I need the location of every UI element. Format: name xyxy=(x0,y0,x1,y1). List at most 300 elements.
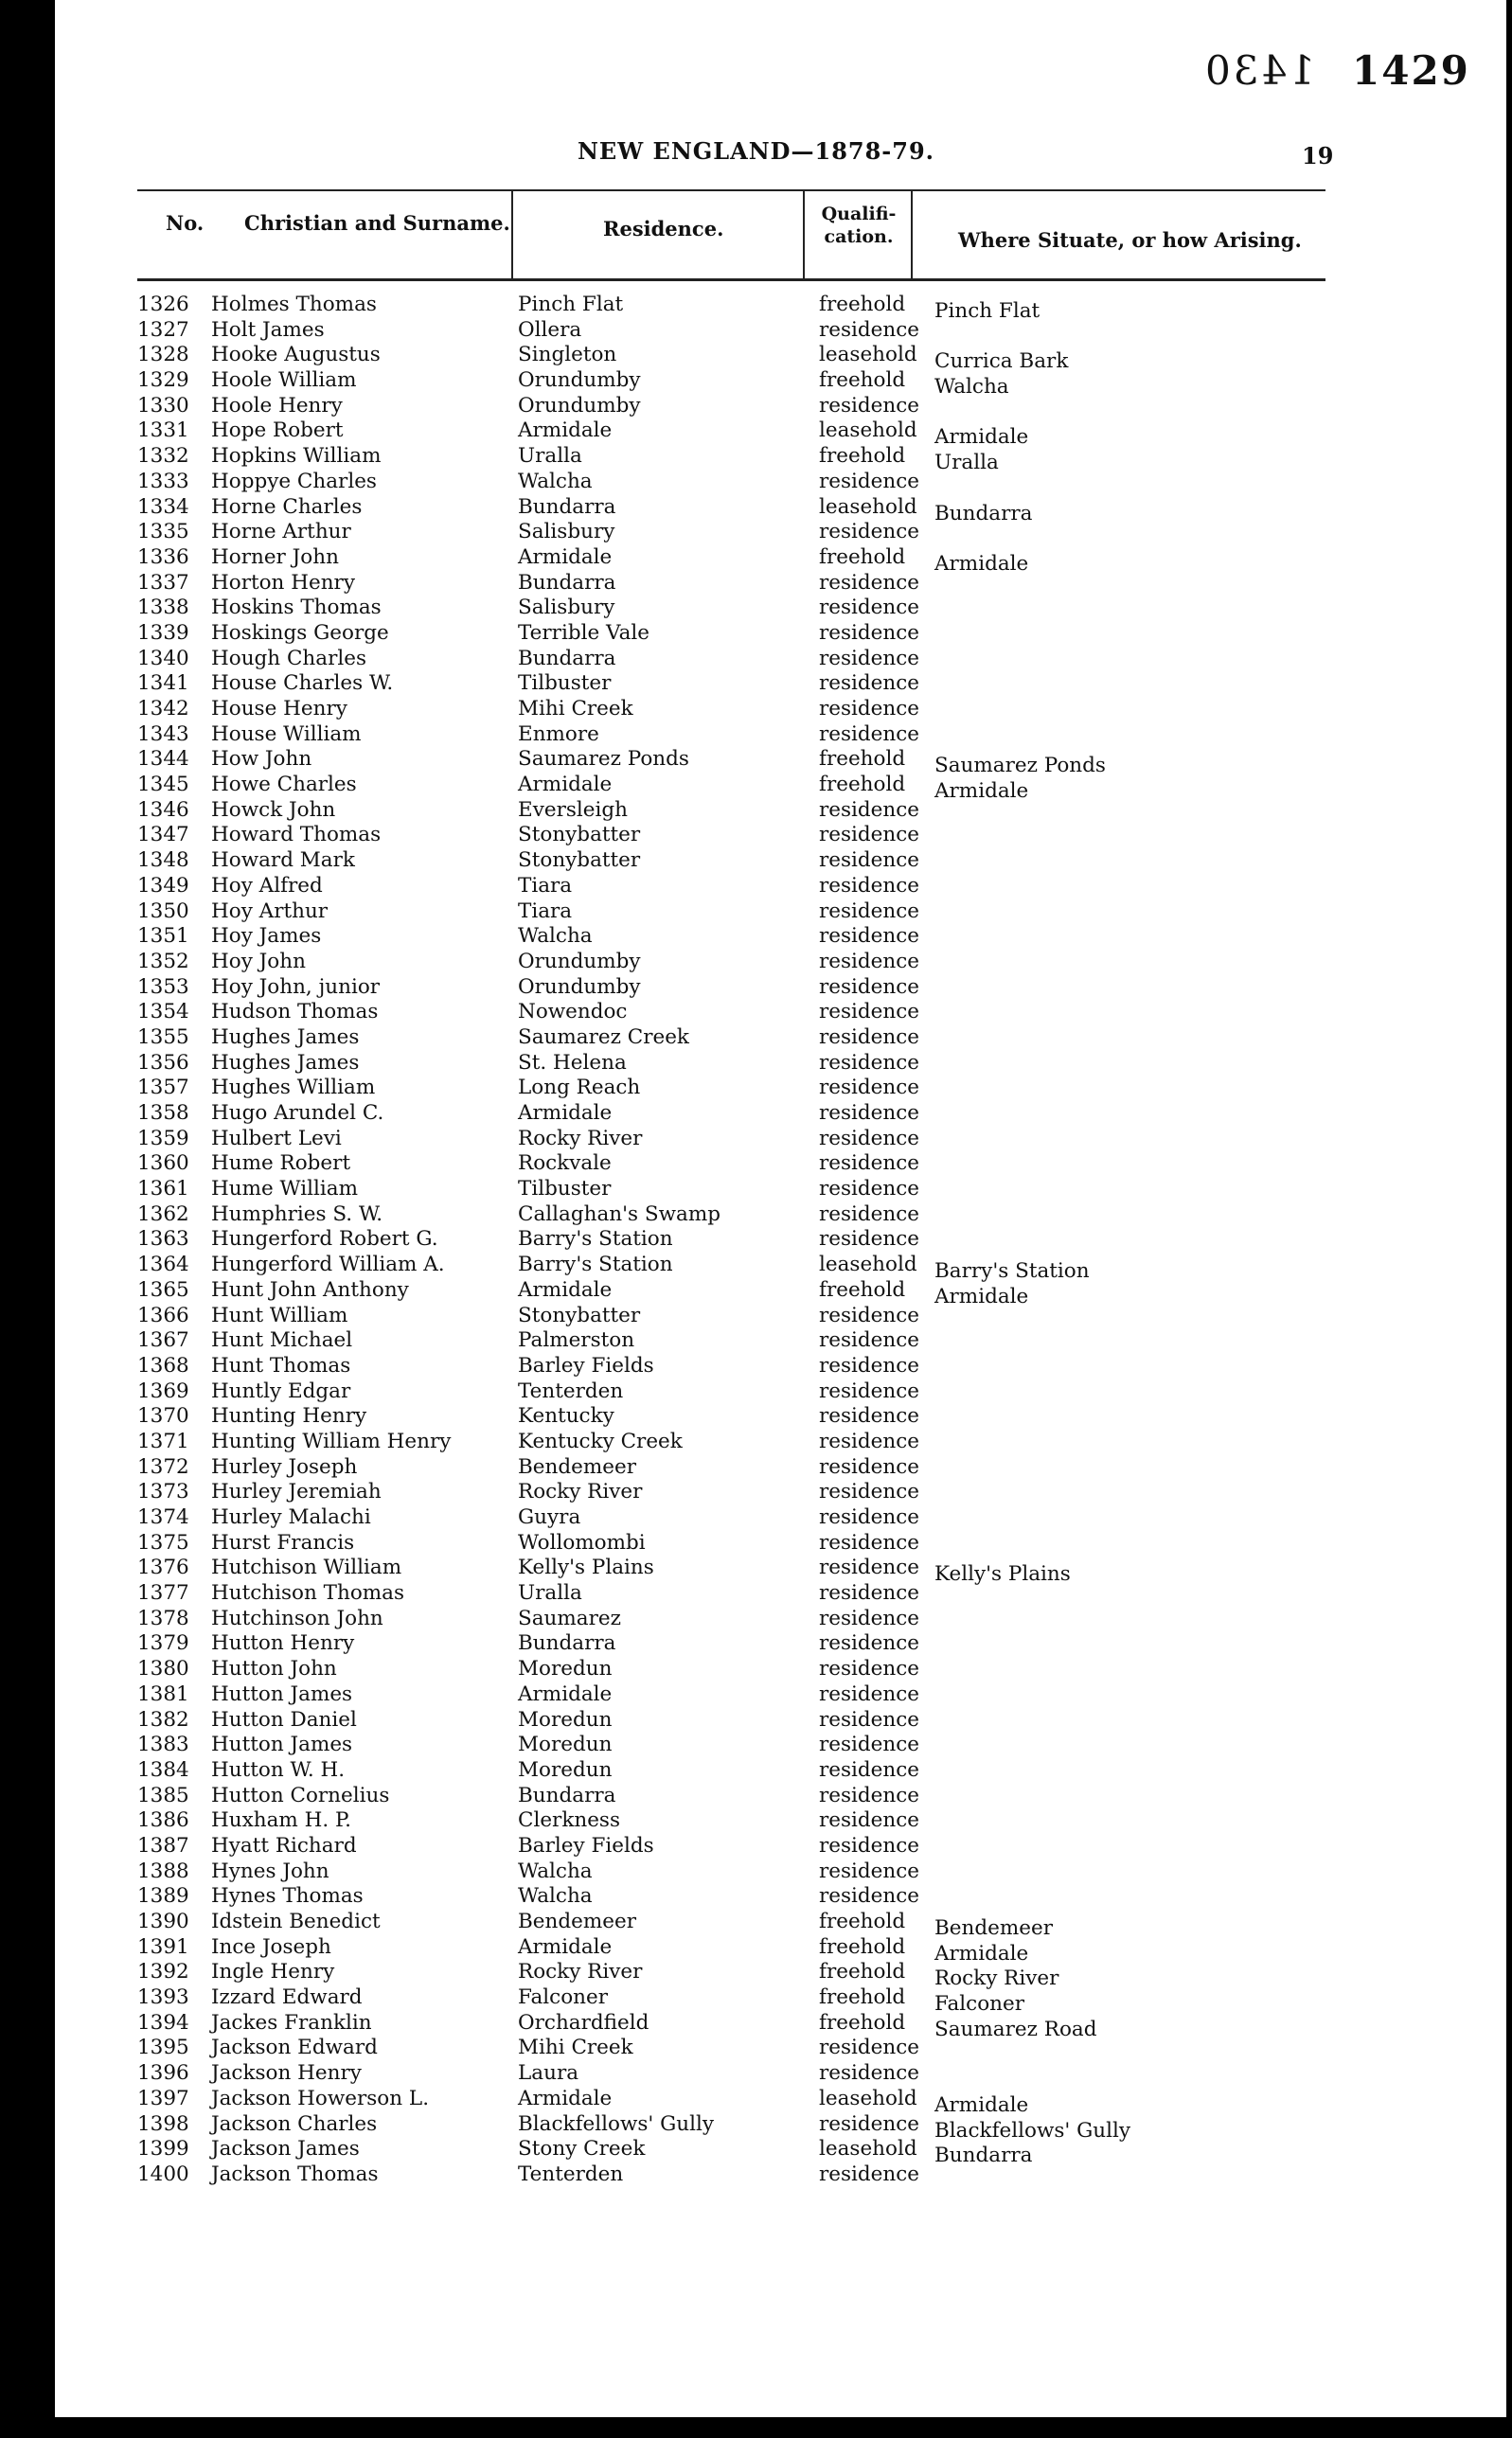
entry-name: Jackson Henry xyxy=(211,2061,362,2086)
entry-number: 1356 xyxy=(137,1050,189,1075)
table-row xyxy=(137,1101,1330,1127)
entry-name: Hoy James xyxy=(211,924,322,949)
entry-where: Saumarez Ponds xyxy=(934,754,1106,778)
table-row xyxy=(137,773,1330,804)
entry-residence: Armidale xyxy=(518,1277,613,1302)
entry-number: 1368 xyxy=(137,1353,189,1378)
table-row xyxy=(137,2010,1330,2041)
entry-number: 1350 xyxy=(137,899,189,923)
entry-name: Huxham H. P. xyxy=(211,1808,351,1833)
entry-residence: Bendemeer xyxy=(518,1910,636,1933)
table-row xyxy=(137,1657,1330,1682)
entry-name: Hughes William xyxy=(211,1076,376,1100)
entry-residence: Orundumby xyxy=(518,393,641,418)
table-row xyxy=(137,343,1330,374)
table-row xyxy=(137,1328,1330,1354)
entry-residence: Orundumby xyxy=(518,368,641,393)
entry-number: 1381 xyxy=(137,1682,189,1706)
entry-qualification: residence xyxy=(819,1353,920,1378)
entry-residence: Barry's Station xyxy=(518,1253,673,1277)
table-row xyxy=(137,1051,1330,1077)
table-row xyxy=(137,1631,1330,1657)
entry-name: House Charles W. xyxy=(211,671,394,696)
page-title: NEW ENGLAND—1878-79. xyxy=(577,137,935,165)
entry-number: 1342 xyxy=(137,697,189,721)
entry-qualification: residence xyxy=(819,646,920,670)
table-row xyxy=(137,1177,1330,1202)
scan-left-border xyxy=(0,0,55,2438)
entry-where: Bundarra xyxy=(934,2144,1033,2168)
entry-number: 1327 xyxy=(137,317,189,342)
entry-number: 1374 xyxy=(137,1505,189,1529)
entry-number: 1344 xyxy=(137,747,189,772)
entry-residence: Armidale xyxy=(518,1101,613,1125)
entry-residence: Rocky River xyxy=(518,1480,643,1504)
entry-name: Hutton James xyxy=(211,1733,353,1757)
entry-name: Hyatt Richard xyxy=(211,1833,357,1858)
column-header-residence: Residence. xyxy=(603,217,724,240)
entry-residence: Orundumby xyxy=(518,949,641,973)
header-bottom-rule xyxy=(137,278,1325,281)
entry-number: 1385 xyxy=(137,1783,189,1807)
entry-residence: Nowendoc xyxy=(518,1000,628,1024)
table-row xyxy=(137,722,1330,748)
entry-name: Hutchison Thomas xyxy=(211,1581,405,1606)
entry-name: House William xyxy=(211,721,362,746)
entry-residence: Armidale xyxy=(518,1934,613,1959)
table-row xyxy=(137,1253,1330,1284)
entry-qualification: freehold xyxy=(819,1910,906,1933)
entry-number: 1364 xyxy=(137,1253,189,1277)
entry-number: 1379 xyxy=(137,1631,189,1656)
entry-residence: Stony Creek xyxy=(518,2137,646,2162)
entry-where: Bundarra xyxy=(934,501,1033,525)
entry-residence: Orchardfield xyxy=(518,2010,649,2035)
entry-residence: Moredun xyxy=(518,1757,613,1782)
table-row xyxy=(137,596,1330,621)
table-row xyxy=(137,899,1330,925)
entry-where: Blackfellows' Gully xyxy=(934,2118,1131,2143)
entry-name: Jackson Edward xyxy=(211,2036,378,2060)
table-row xyxy=(137,1505,1330,1531)
entry-residence: Stonybatter xyxy=(518,1303,641,1327)
table-row xyxy=(137,2086,1330,2117)
entry-name: Hutton Cornelius xyxy=(211,1783,390,1807)
entry-qualification: residence xyxy=(819,1631,920,1656)
entry-name: Hoskings George xyxy=(211,620,389,645)
entry-qualification: residence xyxy=(819,1480,920,1504)
entry-residence: Walcha xyxy=(518,469,593,493)
entry-residence: Singleton xyxy=(518,343,617,367)
table-row xyxy=(137,1151,1330,1177)
table-row xyxy=(137,823,1330,848)
entry-number: 1354 xyxy=(137,1000,189,1024)
folio-number: 19 xyxy=(1302,142,1334,169)
entry-residence: Clerkness xyxy=(518,1808,620,1833)
entry-where: Walcha xyxy=(934,375,1009,400)
entry-residence: Callaghan's Swamp xyxy=(518,1201,720,1226)
entry-number: 1399 xyxy=(137,2137,189,2162)
entry-where: Armidale xyxy=(934,425,1029,450)
entry-qualification: residence xyxy=(819,1454,920,1479)
entry-name: Hoskins Thomas xyxy=(211,596,382,620)
entry-qualification: residence xyxy=(819,1808,920,1833)
entry-name: Holt James xyxy=(211,317,325,342)
table-row xyxy=(137,1076,1330,1101)
entry-name: Horne Arthur xyxy=(211,520,351,544)
entry-number: 1328 xyxy=(137,343,189,367)
entry-qualification: residence xyxy=(819,1050,920,1075)
entry-number: 1369 xyxy=(137,1379,189,1403)
table-row xyxy=(137,747,1330,778)
entry-number: 1398 xyxy=(137,2111,189,2136)
entry-residence: Bundarra xyxy=(518,1631,616,1656)
table-row xyxy=(137,494,1330,525)
entry-name: Humphries S. W. xyxy=(211,1201,383,1226)
entry-name: Hunt Thomas xyxy=(211,1353,351,1378)
entry-where: Currica Bark xyxy=(934,349,1069,374)
entry-number: 1341 xyxy=(137,671,189,696)
table-row xyxy=(137,1404,1330,1430)
entry-qualification: residence xyxy=(819,1783,920,1807)
table-row xyxy=(137,798,1330,824)
entry-number: 1335 xyxy=(137,520,189,544)
entry-residence: Pinch Flat xyxy=(518,293,624,316)
entry-name: Hunt John Anthony xyxy=(211,1277,409,1302)
entry-number: 1395 xyxy=(137,2036,189,2060)
table-row xyxy=(137,2162,1330,2188)
entry-qualification: leasehold xyxy=(819,2137,917,2162)
entry-residence: Kentucky Creek xyxy=(518,1429,683,1453)
entry-name: Jackson Howerson L. xyxy=(211,2086,430,2110)
entry-residence: Mihi Creek xyxy=(518,2036,633,2060)
column-divider-1 xyxy=(511,189,513,280)
entry-number: 1391 xyxy=(137,1934,189,1959)
entry-name: House Henry xyxy=(211,697,347,721)
entry-qualification: residence xyxy=(819,721,920,746)
entry-number: 1351 xyxy=(137,924,189,949)
table-row xyxy=(137,1531,1330,1557)
entry-name: Hunting Henry xyxy=(211,1404,367,1429)
table-row xyxy=(137,1202,1330,1228)
table-row xyxy=(137,1277,1330,1308)
entry-qualification: residence xyxy=(819,1757,920,1782)
entry-name: Izzard Edward xyxy=(211,1985,363,2010)
entry-residence: Wollomombi xyxy=(518,1530,646,1555)
entry-name: Howe Charles xyxy=(211,773,357,797)
scan-bottom-border xyxy=(0,2417,1512,2438)
entry-where: Armidale xyxy=(934,551,1029,576)
table-row xyxy=(137,671,1330,697)
entry-residence: Walcha xyxy=(518,924,593,949)
entry-qualification: residence xyxy=(819,1733,920,1757)
entry-qualification: residence xyxy=(819,317,920,342)
entry-qualification: freehold xyxy=(819,1934,906,1959)
entry-name: Jackson Thomas xyxy=(211,2162,379,2186)
table-row xyxy=(137,1607,1330,1632)
entry-name: How John xyxy=(211,747,312,772)
entry-number: 1331 xyxy=(137,418,189,443)
entry-number: 1346 xyxy=(137,797,189,822)
entry-number: 1360 xyxy=(137,1151,189,1176)
entry-residence: Saumarez Ponds xyxy=(518,747,689,772)
entry-qualification: residence xyxy=(819,1024,920,1049)
entry-residence: Eversleigh xyxy=(518,797,628,822)
table-row xyxy=(137,697,1330,722)
entry-name: Huntly Edgar xyxy=(211,1379,351,1403)
entry-number: 1357 xyxy=(137,1076,189,1100)
table-row xyxy=(137,444,1330,475)
entry-residence: Moredun xyxy=(518,1657,613,1682)
entry-residence: Salisbury xyxy=(518,520,615,544)
table-row xyxy=(137,544,1330,576)
entry-number: 1400 xyxy=(137,2162,189,2186)
entry-qualification: residence xyxy=(819,393,920,418)
entry-residence: Rocky River xyxy=(518,1126,643,1150)
entry-name: Hungerford William A. xyxy=(211,1253,445,1277)
entry-number: 1378 xyxy=(137,1606,189,1630)
entry-residence: Falconer xyxy=(518,1985,608,2010)
entry-name: Hume Robert xyxy=(211,1151,351,1176)
table-row xyxy=(137,2111,1330,2143)
entry-number: 1392 xyxy=(137,1960,189,1984)
entry-name: Hoppye Charles xyxy=(211,469,377,493)
entry-where: Saumarez Road xyxy=(934,2017,1097,2041)
table-row xyxy=(137,1758,1330,1784)
entry-qualification: residence xyxy=(819,1707,920,1732)
entry-number: 1377 xyxy=(137,1581,189,1606)
table-row xyxy=(137,293,1330,323)
table-row xyxy=(137,848,1330,874)
table-row xyxy=(137,1682,1330,1708)
column-divider-3 xyxy=(911,189,913,280)
table-row xyxy=(137,318,1330,344)
entry-residence: Barry's Station xyxy=(518,1227,673,1252)
table-row xyxy=(137,470,1330,495)
entry-number: 1347 xyxy=(137,823,189,847)
entry-qualification: residence xyxy=(819,1227,920,1252)
entry-residence: Moredun xyxy=(518,1707,613,1732)
entry-number: 1333 xyxy=(137,469,189,493)
entry-qualification: residence xyxy=(819,1657,920,1682)
entry-qualification: residence xyxy=(819,1556,920,1580)
entry-qualification: freehold xyxy=(819,747,906,772)
entry-name: Hoy John, junior xyxy=(211,974,381,999)
entry-qualification: residence xyxy=(819,520,920,544)
entry-residence: Moredun xyxy=(518,1733,613,1757)
entry-name: Hume William xyxy=(211,1177,358,1201)
entry-where: Kelly's Plains xyxy=(934,1562,1071,1587)
entry-name: Hunt Michael xyxy=(211,1328,353,1353)
table-row xyxy=(137,1985,1330,2017)
entry-residence: Stonybatter xyxy=(518,848,641,873)
table-row xyxy=(137,1227,1330,1253)
entry-qualification: residence xyxy=(819,1404,920,1429)
entry-number: 1393 xyxy=(137,1985,189,2010)
entry-number: 1380 xyxy=(137,1657,189,1682)
entry-residence: Kelly's Plains xyxy=(518,1556,654,1580)
scan-right-border xyxy=(1506,0,1512,2438)
entry-number: 1336 xyxy=(137,544,189,569)
entry-name: Hunting William Henry xyxy=(211,1429,452,1453)
entry-qualification: residence xyxy=(819,1303,920,1327)
entry-qualification: residence xyxy=(819,797,920,822)
entry-name: Hugo Arundel C. xyxy=(211,1101,384,1125)
entry-name: Howard Mark xyxy=(211,848,355,873)
entry-qualification: freehold xyxy=(819,2010,906,2035)
entry-residence: Bundarra xyxy=(518,1783,616,1807)
entry-residence: Long Reach xyxy=(518,1076,641,1100)
entry-residence: Rocky River xyxy=(518,1960,643,1984)
entry-number: 1355 xyxy=(137,1024,189,1049)
table-row xyxy=(137,621,1330,647)
table-row xyxy=(137,1379,1330,1405)
entry-qualification: residence xyxy=(819,1581,920,1606)
entry-qualification: freehold xyxy=(819,773,906,797)
table-row xyxy=(137,1455,1330,1481)
entry-qualification: residence xyxy=(819,1859,920,1883)
entry-qualification: residence xyxy=(819,570,920,595)
table-row xyxy=(137,394,1330,419)
entry-name: Hughes James xyxy=(211,1024,360,1049)
entry-residence: Enmore xyxy=(518,721,599,746)
column-header-name: Christian and Surname. xyxy=(244,211,510,235)
entry-qualification: residence xyxy=(819,823,920,847)
elector-list xyxy=(137,293,1330,2188)
entry-residence: Bundarra xyxy=(518,494,616,519)
table-row xyxy=(137,1025,1330,1051)
entry-qualification: residence xyxy=(819,1126,920,1150)
entry-qualification: residence xyxy=(819,899,920,923)
column-header-no: No. xyxy=(166,211,205,235)
entry-residence: Bendemeer xyxy=(518,1454,636,1479)
table-row xyxy=(137,368,1330,400)
entry-residence: Uralla xyxy=(518,1581,582,1606)
entry-name: Hutton Henry xyxy=(211,1631,355,1656)
entry-where: Pinch Flat xyxy=(934,299,1041,323)
entry-residence: Rockvale xyxy=(518,1151,612,1176)
entry-qualification: residence xyxy=(819,1000,920,1024)
table-row xyxy=(137,1430,1330,1455)
table-row xyxy=(137,1556,1330,1587)
entry-qualification: residence xyxy=(819,1505,920,1529)
entry-residence: Tiara xyxy=(518,899,573,923)
entry-number: 1337 xyxy=(137,570,189,595)
entry-name: Jackson Charles xyxy=(211,2111,378,2136)
entry-name: Hynes John xyxy=(211,1859,329,1883)
entry-number: 1329 xyxy=(137,368,189,393)
table-row xyxy=(137,1860,1330,1885)
column-header-qualification: Qualifi-cation. xyxy=(821,204,897,247)
entry-qualification: residence xyxy=(819,1429,920,1453)
entry-name: Hutton John xyxy=(211,1657,337,1682)
entry-number: 1370 xyxy=(137,1404,189,1429)
entry-number: 1332 xyxy=(137,444,189,469)
column-divider-2 xyxy=(803,189,805,280)
table-row xyxy=(137,520,1330,545)
entry-name: Horne Charles xyxy=(211,494,363,519)
entry-qualification: residence xyxy=(819,2061,920,2086)
entry-name: Hoy Arthur xyxy=(211,899,329,923)
entry-qualification: leasehold xyxy=(819,2086,917,2110)
mirrored-page-number: 1430 xyxy=(1202,47,1315,94)
entry-name: Hope Robert xyxy=(211,418,344,443)
entry-qualification: residence xyxy=(819,848,920,873)
entry-qualification: freehold xyxy=(819,544,906,569)
entry-name: Hutchinson John xyxy=(211,1606,383,1630)
entry-number: 1363 xyxy=(137,1227,189,1252)
entry-number: 1390 xyxy=(137,1910,189,1933)
entry-residence: Blackfellows' Gully xyxy=(518,2111,715,2136)
entry-qualification: residence xyxy=(819,2111,920,2136)
entry-number: 1397 xyxy=(137,2086,189,2110)
entry-name: Hughes James xyxy=(211,1050,360,1075)
entry-residence: Tiara xyxy=(518,873,573,898)
entry-qualification: residence xyxy=(819,1530,920,1555)
entry-residence: St. Helena xyxy=(518,1050,627,1075)
entry-name: Hoole William xyxy=(211,368,357,393)
entry-qualification: residence xyxy=(819,1151,920,1176)
table-row xyxy=(137,571,1330,596)
entry-qualification: residence xyxy=(819,1177,920,1201)
entry-name: Hutton W. H. xyxy=(211,1757,346,1782)
table-row xyxy=(137,1934,1330,1966)
table-row xyxy=(137,874,1330,899)
entry-number: 1348 xyxy=(137,848,189,873)
entry-name: Hurley Malachi xyxy=(211,1505,371,1529)
entry-name: Idstein Benedict xyxy=(211,1910,381,1933)
entry-name: Hopkins William xyxy=(211,444,382,469)
entry-qualification: residence xyxy=(819,949,920,973)
entry-residence: Laura xyxy=(518,2061,579,2086)
entry-name: Hynes Thomas xyxy=(211,1884,364,1909)
entry-residence: Saumarez xyxy=(518,1606,621,1630)
entry-qualification: freehold xyxy=(819,444,906,469)
entry-residence: Armidale xyxy=(518,2086,613,2110)
entry-residence: Guyra xyxy=(518,1505,581,1529)
entry-qualification: freehold xyxy=(819,368,906,393)
table-row xyxy=(137,950,1330,975)
entry-name: Horton Henry xyxy=(211,570,355,595)
entry-name: Hurst Francis xyxy=(211,1530,355,1555)
table-row xyxy=(137,1304,1330,1329)
entry-qualification: residence xyxy=(819,1201,920,1226)
entry-name: Ingle Henry xyxy=(211,1960,335,1984)
table-row xyxy=(137,1354,1330,1379)
table-row xyxy=(137,1581,1330,1607)
entry-number: 1340 xyxy=(137,646,189,670)
entry-qualification: residence xyxy=(819,873,920,898)
entry-qualification: leasehold xyxy=(819,418,917,443)
entry-where: Uralla xyxy=(934,451,999,475)
entry-where: Barry's Station xyxy=(934,1259,1090,1284)
entry-number: 1384 xyxy=(137,1757,189,1782)
entry-qualification: residence xyxy=(819,671,920,696)
entry-where: Armidale xyxy=(934,1941,1029,1966)
table-row xyxy=(137,924,1330,950)
entry-residence: Bundarra xyxy=(518,570,616,595)
entry-number: 1388 xyxy=(137,1859,189,1883)
entry-residence: Armidale xyxy=(518,544,613,569)
entry-number: 1371 xyxy=(137,1429,189,1453)
table-row xyxy=(137,418,1330,450)
table-row xyxy=(137,1784,1330,1809)
entry-name: Hudson Thomas xyxy=(211,1000,379,1024)
entry-name: Holmes Thomas xyxy=(211,293,377,316)
entry-number: 1338 xyxy=(137,596,189,620)
entry-number: 1358 xyxy=(137,1101,189,1125)
entry-number: 1375 xyxy=(137,1530,189,1555)
